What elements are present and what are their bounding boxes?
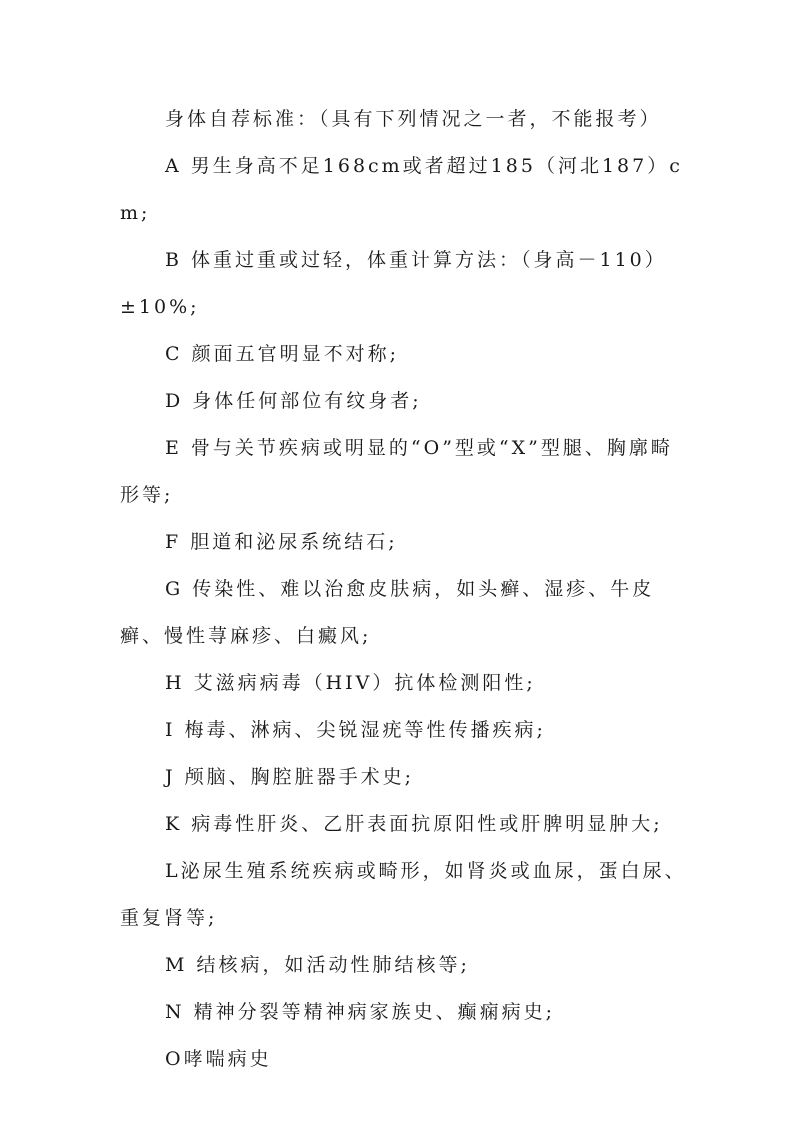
criterion-a: A 男生身高不足168cm或者超过185（河北187）cm;	[120, 155, 683, 224]
criterion-m: M 结核病，如活动性肺结核等;	[165, 954, 470, 976]
criterion-d: D 身体任何部位有纹身者;	[165, 390, 422, 412]
criterion-e: E 骨与关节疾病或明显的“O”型或“X”型腿、胸廓畸形等;	[120, 437, 673, 506]
criterion-b: B 体重过重或过轻，体重计算方法：（身高－110）±10%;	[120, 249, 667, 318]
criterion-h: H 艾滋病病毒（HIV）抗体检测阳性;	[165, 672, 536, 694]
criterion-f: F 胆道和泌尿系统结石;	[165, 531, 398, 553]
criterion-k: K 病毒性肝炎、乙肝表面抗原阳性或肝脾明显肿大;	[165, 813, 663, 835]
criterion-l: L泌尿生殖系统疾病或畸形，如肾炎或血尿，蛋白尿、重复肾等;	[120, 860, 687, 929]
criterion-i: I 梅毒、淋病、尖锐湿疣等性传播疾病;	[165, 719, 546, 741]
criterion-g: G 传染性、难以治愈皮肤病，如头癣、湿疹、牛皮癣、慢性荨麻疹、白癜风;	[120, 578, 655, 647]
section-heading: 身体自荐标准：（具有下列情况之一者，不能报考）	[165, 108, 662, 130]
criterion-n: N 精神分裂等精神病家族史、癫痫病史;	[165, 1001, 556, 1023]
criterion-c: C 颜面五官明显不对称;	[165, 343, 399, 365]
criterion-j: J 颅脑、胸腔脏器手术史;	[165, 766, 415, 788]
criterion-o: O哮喘病史	[165, 1048, 272, 1070]
document-body	[120, 96, 690, 1083]
